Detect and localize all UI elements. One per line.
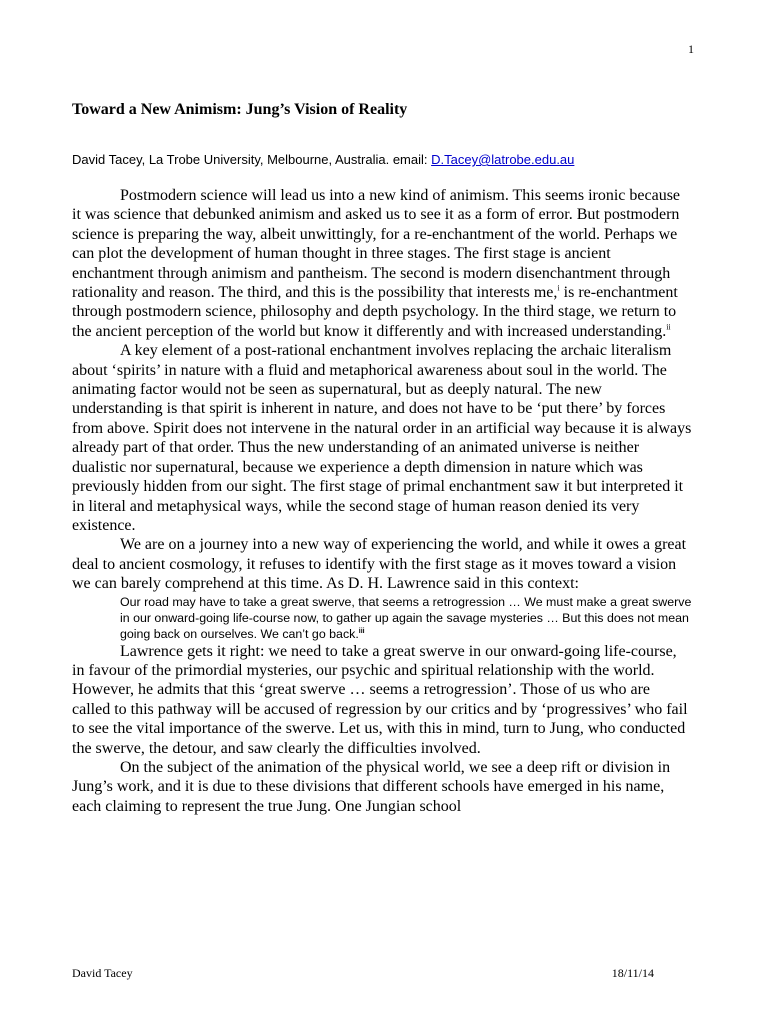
paragraph-3: We are on a journey into a new way of experiencing the world, and while it owes a great deal to ancient cosmology, it refuses to identify with the first stage as it moves toward a vision we can barely comprehend at this time. As D. H. Lawrence said in this context: <box>72 536 687 593</box>
document-title: Toward a New Animism: Jung’s Vision of Reality <box>72 101 408 118</box>
endnote-marker-1[interactable]: i <box>557 283 560 293</box>
author-affiliation: David Tacey, La Trobe University, Melbourne, Australia. email: <box>72 152 432 167</box>
paragraph-1-part-b: is re-enchantment through postmodern science, philosophy and depth psychology. In the third stage, we return to the ancient perception of the world but know it differently and with increased understanding. <box>72 284 678 340</box>
page-number: 1 <box>688 42 694 56</box>
endnote-marker-3[interactable]: iii <box>358 627 365 635</box>
footer-date: 18/11/14 <box>611 966 654 980</box>
paragraph-5: On the subject of the animation of the physical world, we see a deep rift or division in Jung’s work, and it is due to these divisions that different schools have emerged in his name, each claiming to represent the true Jung. One Jungian school <box>72 758 671 815</box>
paragraph-1 <box>72 186 692 341</box>
paragraph-1-part-a: Postmodern science will lead us into a new kind of animism. This seems ironic because it was science that debunked animism and asked us to see it as a form of error. But postmodern science is preparing the way, albeit unwittingly, for a re-enchantment of the world. Perhaps we can plot the development of human thought in three stages. The first stage is ancient enchantment through animism and pantheism. The second is modern disenchantment through rationality and reason. The third, and this is the possibility that interests me, <box>72 187 681 302</box>
paragraph-4: Lawrence gets it right: we need to take a great swerve in our onward-going life-course, in favour of the primordial mysteries, our psychic and spiritual relationship with the world. However, he admits that this ‘great swerve … seems a retrogression’. Those of us who are called to this pathway will be accused of regression by our critics and by ‘progressives’ who fail to see the vital importance of the swerve. Let us, with this in mind, turn to Jung, who conducted the swerve, the detour, and saw clearly the difficulties involved. <box>72 642 688 757</box>
endnote-marker-2[interactable]: ii <box>666 322 671 332</box>
footer-author: David Tacey <box>72 966 133 980</box>
block-quote <box>120 594 692 642</box>
body-text <box>72 186 692 816</box>
block-quote-text: Our road may have to take a great swerve, that seems a retrogression … We must make a great swerve in our onward-going life-course now, to gather up again the savage mysteries … But this does not mean going back on ourselves. We can’t go back. <box>120 594 692 641</box>
byline <box>72 152 574 167</box>
author-email-link[interactable]: D.Tacey@latrobe.edu.au <box>431 152 575 167</box>
paragraph-2: A key element of a post-rational enchantment involves replacing the archaic literalism about ‘spirits’ in nature with a fluid and metaphorical awareness about soul in the world. The animating factor would not be seen as supernatural, but as deeply natural. The new understanding is that spirit is inherent in nature, and does not have to be ‘put there’ by forces from above. Spirit does not intervene in the natural order in an artificial way because it is always already part of that order. Thus the new understanding of an animated universe is neither dualistic nor supernatural, because we experience a depth dimension in nature which was previously hidden from our sight. The first stage of primal enchantment saw it but interpreted it in literal and metaphysical ways, while the second stage of human reason denied its very existence. <box>72 342 692 534</box>
